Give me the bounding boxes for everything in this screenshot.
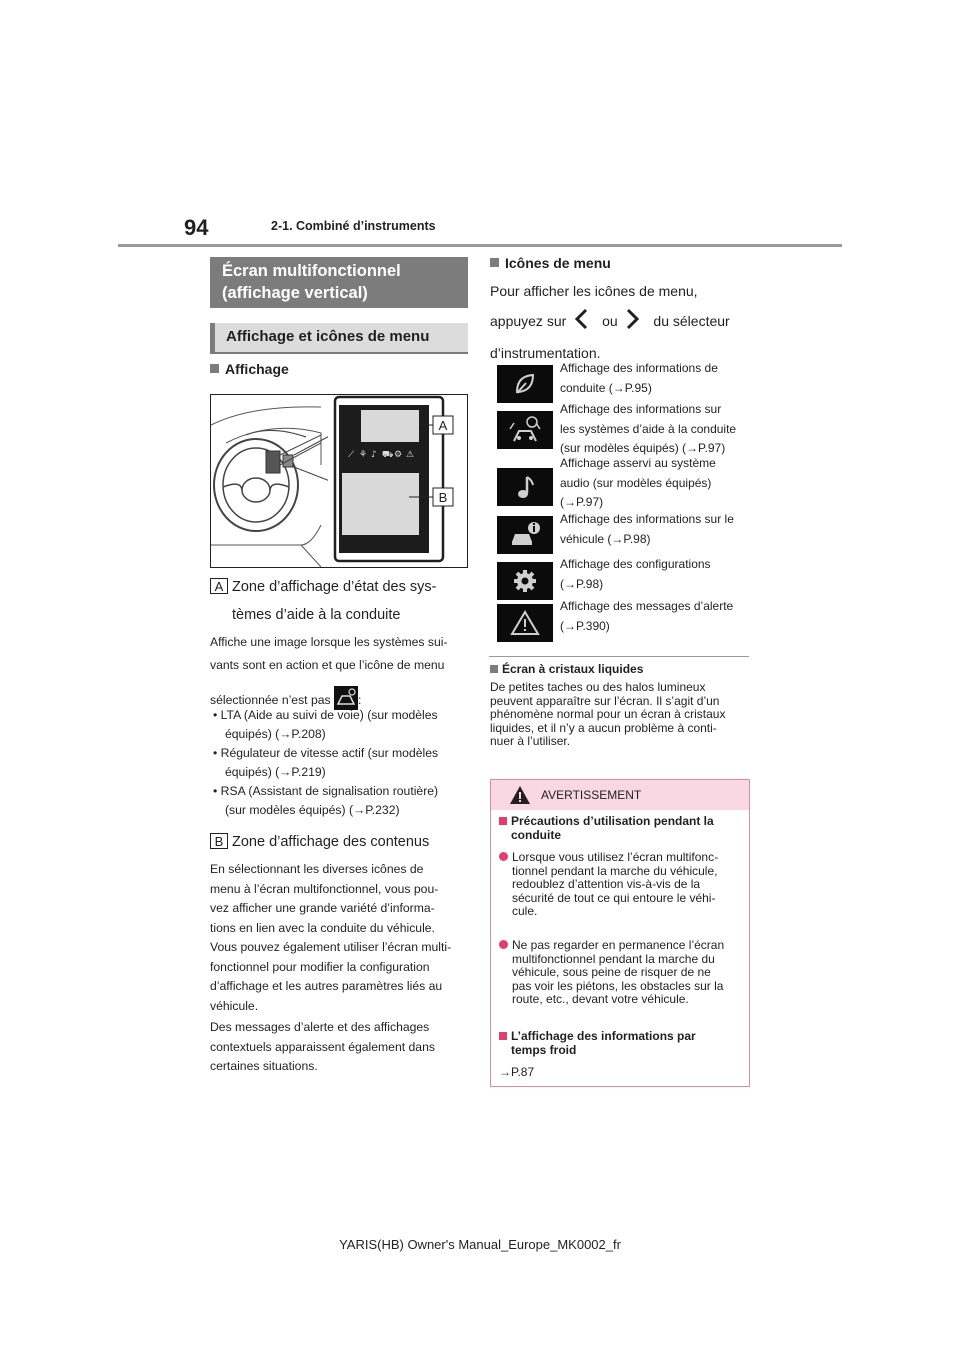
zone-a-title-line1: Zone d’affichage d’état des sys- [232, 579, 437, 595]
callout-a-label: A [438, 418, 448, 433]
list-item-line: • LTA (Aide au suivi de voie) (sur modèles [213, 708, 438, 722]
zone-b-title [210, 833, 429, 852]
list-item [210, 706, 472, 744]
menu-intro-line [490, 308, 760, 338]
warning-text: L’affichage des informations par [511, 1029, 696, 1043]
menu-row-text: audio (sur modèles équipés) [560, 475, 712, 490]
menu-row-text: Affichage asservi au système [560, 456, 716, 470]
dashboard-illustration [210, 394, 468, 568]
lcd-line: liquides, et il n’y a aucun problème à conti- [490, 720, 717, 735]
list-item [210, 782, 472, 820]
warning-text: multifonctionnel pendant la marche du [512, 951, 715, 966]
menu-intro [490, 278, 760, 366]
warning-title: AVERTISSEMENT [541, 788, 642, 802]
warning-subheading-2 [499, 1030, 739, 1057]
menu-row-text: véhicule (→P.98) [560, 531, 651, 546]
zone-a-body-text: sélectionnée n’est pas [210, 693, 331, 707]
dot-bullet-icon [499, 852, 508, 861]
menu-row-text: (→P.390) [560, 618, 610, 633]
vehicle-info-icon [497, 516, 553, 554]
menu-row-text: Affichage des messages d’alerte [560, 599, 734, 613]
zone-b-body-line: menu à l’écran multifonctionnel, vous pou- [210, 881, 439, 896]
list-item [210, 744, 472, 782]
callout-b-label: B [438, 490, 448, 505]
warning-text: Précautions d’utilisation pendant la [511, 814, 714, 828]
menu-row-text: conduite (→P.95) [560, 380, 652, 395]
lcd-line: phénomène normal pour un écran à cristaux [490, 707, 726, 721]
menu-icons-heading-text: Icônes de menu [505, 255, 611, 271]
menu-row-text: Affichage des informations sur le [560, 512, 734, 526]
menu-icons-heading [490, 255, 611, 271]
chapter-title: 2-1. Combiné d’instruments [271, 219, 436, 233]
separator-rule [489, 656, 749, 657]
warning-text: tionnel pendant la marche du véhicule, [512, 863, 718, 878]
svg-text:♪: ♪ [371, 450, 377, 460]
menu-row-text: Affichage des informations de [560, 361, 718, 375]
warning-text: véhicule, sous peine de risquer de ne [512, 965, 711, 979]
page-number: 94 [184, 215, 209, 240]
dashboard-drawing [211, 395, 467, 567]
zone-a-title-line2: tèmes d’aide à la conduite [232, 607, 401, 623]
lcd-line: De petites taches ou des halos lumineux [490, 680, 706, 694]
square-bullet-icon [499, 1032, 507, 1040]
menu-row [497, 599, 753, 646]
affichage-heading [210, 361, 289, 377]
warning-bullet-2 [499, 939, 739, 1007]
warning-bullet-1 [499, 851, 739, 919]
zone-b-body-line: Des messages d’alerte et des affichages [210, 1020, 430, 1034]
warning-text: pas voir les piétons, les obstacles sur la [512, 978, 724, 993]
zone-b-body-line: d’affichage et les autres paramètres liés au [210, 979, 443, 993]
menu-row-text: (→P.97) [560, 495, 604, 509]
menu-row [497, 402, 753, 455]
list-item-line: (sur modèles équipés) (→P.232) [225, 803, 400, 817]
menu-intro-line: Pour afficher les icônes de menu, [490, 283, 698, 299]
zone-b-title-text: Zone d’affichage des contenus [232, 834, 430, 850]
lcd-heading [490, 662, 643, 676]
svg-text:⛟: ⛟ [382, 450, 394, 460]
warning-triangle-icon [497, 604, 553, 642]
zone-a-body-line: Affiche une image lorsque les systèmes sui- [210, 635, 448, 649]
square-bullet-icon [499, 817, 507, 825]
menu-row [497, 512, 753, 558]
warning-header [491, 780, 749, 810]
warning-text: route, etc., devant votre véhicule. [512, 992, 689, 1006]
zone-b-letter: B [210, 833, 228, 849]
chevron-right-icon [626, 308, 646, 338]
svg-text:⚘: ⚘ [359, 450, 368, 460]
zone-b-body-line: certaines situations. [210, 1059, 318, 1073]
warning-page-ref: →P.87 [499, 1065, 535, 1079]
warning-text: sécurité de tout ce qui entoure le véhi- [512, 890, 716, 905]
menu-row-text: Affichage des configurations [560, 557, 711, 571]
menu-intro-text: appuyez sur [490, 313, 567, 329]
driving-assist-icon [497, 411, 553, 449]
lcd-line: peuvent apparaître sur l’écran. Il s’agit d’un [490, 693, 720, 708]
zone-b-body-line: contextuels apparaissent également dans [210, 1039, 435, 1054]
section-title: Écran multifonctionnel (affichage vertical) [210, 257, 468, 308]
warning-subheading-1 [499, 815, 751, 842]
svg-text:⚠: ⚠ [406, 450, 415, 460]
lcd-paragraph [490, 681, 752, 749]
warning-box [490, 779, 750, 1087]
warning-text: Lorsque vous utilisez l’écran multifonc- [512, 850, 719, 864]
leaf-icon [497, 365, 553, 403]
gear-icon [497, 562, 553, 600]
list-item-line: • Régulateur de vitesse actif (sur modèles [213, 746, 439, 760]
zone-b-body-line: vez afficher une grande variété d’informa- [210, 901, 435, 915]
list-item-line: équipés) (→P.208) [225, 727, 326, 741]
zone-b-body-line: fonctionnel pour modifier la configuration [210, 959, 430, 974]
warning-text: redoublez d’attention vis-à-vis de la [512, 877, 701, 891]
header-rule [118, 244, 842, 247]
dot-bullet-icon [499, 940, 508, 949]
menu-intro-text: ou [602, 313, 618, 329]
zone-a-body-line: vants sont en action et que l’icône de menu [210, 657, 445, 672]
zone-b-body-line: En sélectionnant les diverses icônes de [210, 862, 424, 876]
zone-b-paragraph-2 [210, 1018, 472, 1077]
list-item-line: • RSA (Assistant de signalisation routière) [213, 784, 439, 798]
music-note-icon [497, 468, 553, 506]
warning-text: cule. [512, 904, 538, 918]
svg-text:⚙: ⚙ [394, 450, 403, 460]
list-item-line: équipés) (→P.219) [225, 765, 326, 779]
zone-b-paragraph-1 [210, 860, 472, 1016]
warning-text: temps froid [511, 1042, 577, 1057]
menu-row-text: Affichage des informations sur [560, 402, 722, 416]
menu-intro-text: du sélecteur [653, 313, 730, 329]
lcd-heading-text: Écran à cristaux liquides [502, 662, 644, 676]
zone-a-body [210, 633, 470, 711]
subsection-title: Affichage et icônes de menu [210, 323, 468, 354]
systems-list [210, 706, 472, 820]
warning-text: Ne pas regarder en permanence l’écran [512, 938, 725, 952]
square-bullet-icon [210, 364, 219, 373]
warning-text: conduite [511, 827, 561, 842]
zone-b-body-line: Vous pouvez également utiliser l’écran multi- [210, 940, 452, 954]
menu-row-text: (sur modèles équipés) (→P.97) [560, 441, 726, 455]
square-bullet-icon [490, 665, 498, 673]
svg-text:⟋: ⟋ [348, 450, 355, 460]
affichage-heading-text: Affichage [225, 361, 289, 377]
zone-a-letter: A [210, 578, 228, 594]
menu-row [497, 363, 753, 405]
square-bullet-icon [490, 258, 499, 267]
menu-row [497, 456, 753, 510]
zone-b-body-line: véhicule. [210, 998, 259, 1013]
warning-triangle-icon [509, 785, 531, 816]
chevron-left-icon [574, 308, 594, 338]
lcd-line: nuer à l’utiliser. [490, 734, 571, 748]
menu-intro-line: d’instrumentation. [490, 345, 601, 361]
zone-a-body-colon: : [358, 693, 362, 707]
zone-b-body-line: tions en lien avec la conduite du véhicule. [210, 920, 435, 935]
menu-row-text: (→P.98) [560, 576, 604, 591]
footer: YARIS(HB) Owner's Manual_Europe_MK0002_fr [339, 1237, 621, 1252]
zone-a-title [210, 578, 436, 597]
menu-row-text: les systèmes d’aide à la conduite [560, 421, 737, 436]
